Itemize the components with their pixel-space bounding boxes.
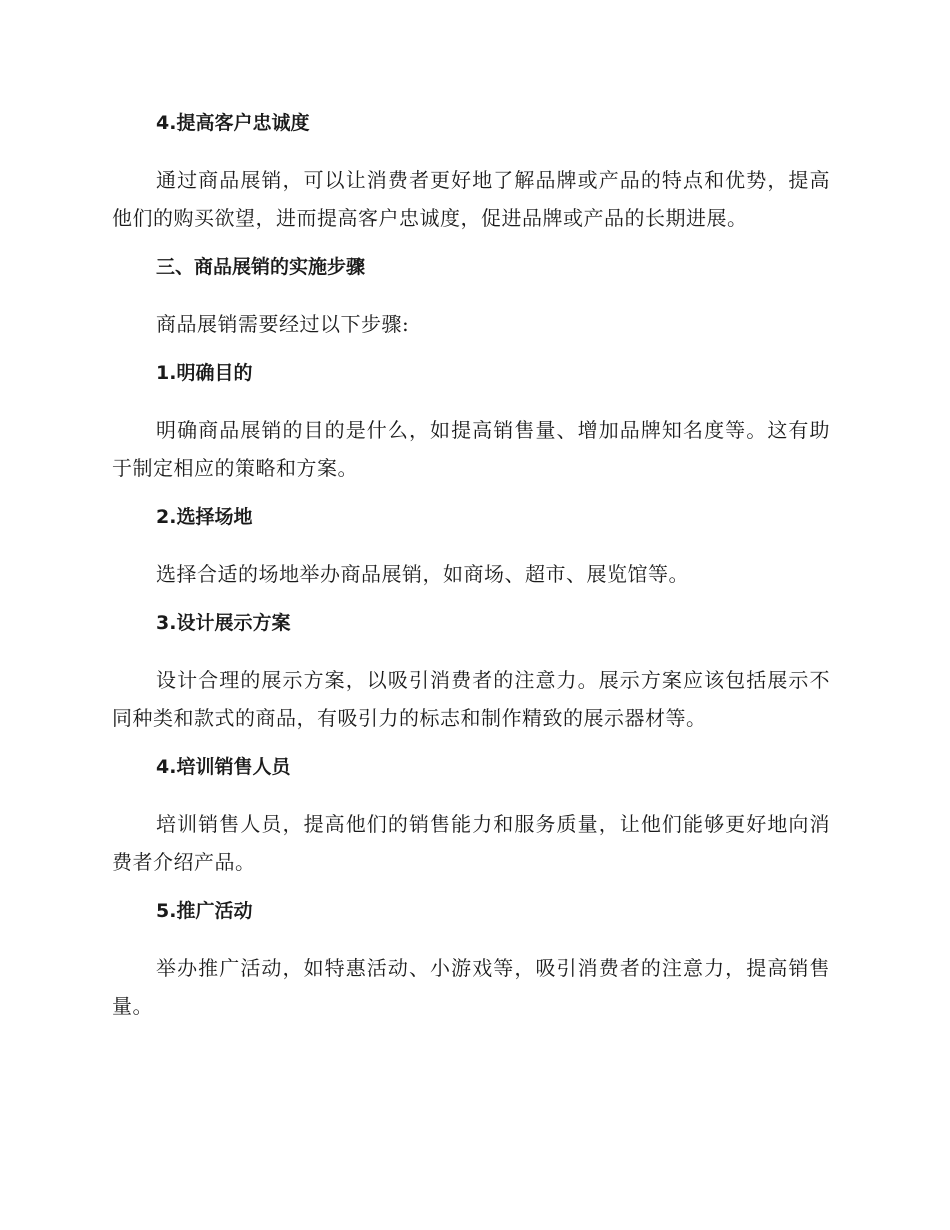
body-paragraph: 通过商品展销，可以让消费者更好地了解品牌或产品的特点和优势，提高他们的购买欲望，进而提高客户忠诚度，促进品牌或产品的长期进展。 xyxy=(112,168,830,230)
body-paragraph: 商品展销需要经过以下步骤: xyxy=(156,312,410,336)
section-heading: 1.明确目的 xyxy=(156,362,253,384)
section-heading: 4.提高客户忠诚度 xyxy=(156,112,310,134)
chapter-heading: 三、商品展销的实施步骤 xyxy=(156,256,366,278)
section-heading: 2.选择场地 xyxy=(156,506,253,528)
body-paragraph: 培训销售人员，提高他们的销售能力和服务质量，让他们能够更好地向消费者介绍产品。 xyxy=(112,812,830,874)
body-paragraph: 举办推广活动，如特惠活动、小游戏等，吸引消费者的注意力，提高销售量。 xyxy=(112,956,830,1018)
body-paragraph: 明确商品展销的目的是什么，如提高销售量、增加品牌知名度等。这有助于制定相应的策略和方案。 xyxy=(112,418,830,480)
section-heading: 4.培训销售人员 xyxy=(156,756,291,778)
body-paragraph: 设计合理的展示方案，以吸引消费者的注意力。展示方案应该包括展示不同种类和款式的商品，有吸引力的标志和制作精致的展示器材等。 xyxy=(112,668,830,730)
body-paragraph: 选择合适的场地举办商品展销，如商场、超市、展览馆等。 xyxy=(156,562,689,586)
section-heading: 3.设计展示方案 xyxy=(156,612,291,634)
document-page xyxy=(112,108,830,1040)
section-heading: 5.推广活动 xyxy=(156,900,253,922)
